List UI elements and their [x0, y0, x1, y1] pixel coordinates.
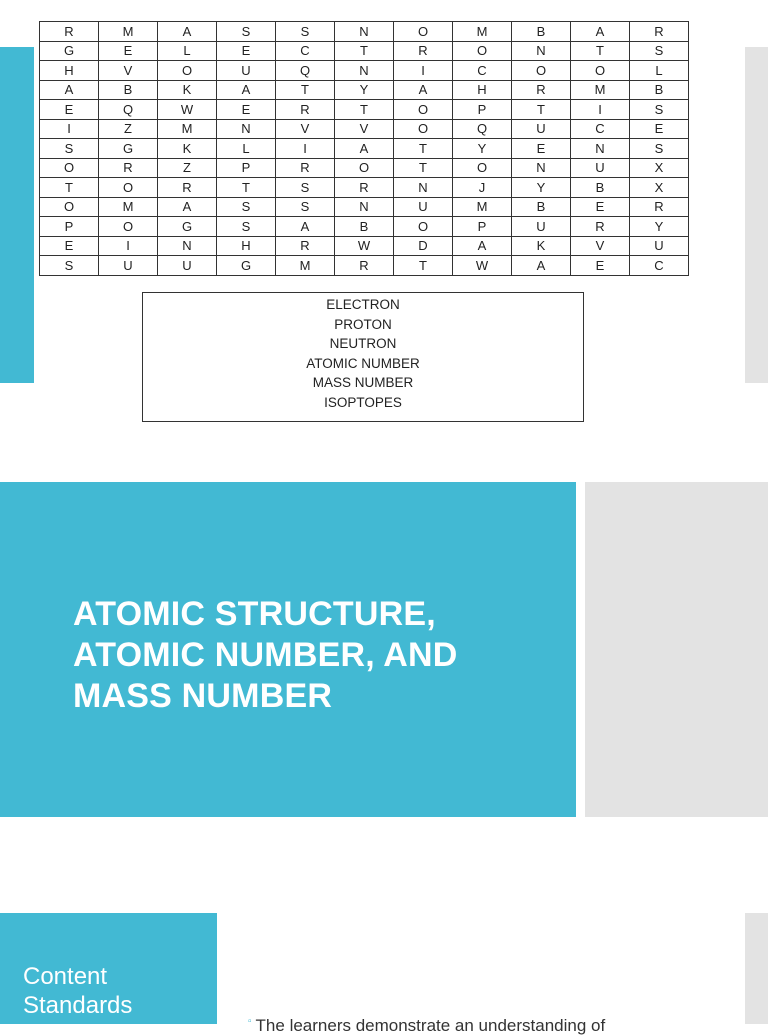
word-item: ELECTRON: [326, 297, 400, 312]
grid-row: [40, 22, 689, 42]
grid-cell: S: [630, 139, 689, 159]
grid-cell: N: [512, 41, 571, 61]
grid-cell: I: [99, 236, 158, 256]
grid-cell: E: [512, 139, 571, 159]
grid-row: [40, 256, 689, 276]
grid-row: [40, 100, 689, 120]
grid-cell: B: [630, 80, 689, 100]
grid-cell: O: [99, 178, 158, 198]
grid-cell: O: [512, 61, 571, 81]
word-item: PROTON: [334, 316, 392, 332]
grid-cell: I: [571, 100, 630, 120]
grid-cell: Z: [158, 158, 217, 178]
grid-cell: E: [571, 197, 630, 217]
grid-cell: S: [276, 197, 335, 217]
grid-row: [40, 139, 689, 159]
grid-cell: N: [217, 119, 276, 139]
grid-cell: G: [99, 139, 158, 159]
grid-cell: E: [40, 236, 99, 256]
grid-cell: A: [158, 22, 217, 42]
grid-cell: T: [335, 100, 394, 120]
bullet-icon: ▫: [248, 1016, 252, 1027]
grid-row: [40, 41, 689, 61]
grid-cell: E: [40, 100, 99, 120]
grid-cell: X: [630, 178, 689, 198]
grid-cell: L: [158, 41, 217, 61]
slide-title: [73, 594, 553, 717]
grid-cell: J: [453, 178, 512, 198]
grid-cell: T: [40, 178, 99, 198]
grid-cell: T: [571, 41, 630, 61]
word-list-box: [142, 292, 584, 422]
grid-cell: Q: [453, 119, 512, 139]
grid-cell: T: [394, 256, 453, 276]
grid-row: [40, 158, 689, 178]
grid-cell: N: [512, 158, 571, 178]
body-text: The learners demonstrate an understanding of: [255, 1016, 606, 1035]
grid-cell: S: [276, 22, 335, 42]
grid-cell: N: [335, 22, 394, 42]
grid-cell: S: [40, 139, 99, 159]
grid-cell: W: [158, 100, 217, 120]
grid-cell: T: [394, 158, 453, 178]
grid-cell: O: [453, 41, 512, 61]
slide1-grey-panel: [745, 47, 768, 383]
grid-cell: Z: [99, 119, 158, 139]
grid-cell: H: [217, 236, 276, 256]
grid-cell: Q: [99, 100, 158, 120]
grid-cell: N: [158, 236, 217, 256]
grid-cell: C: [276, 41, 335, 61]
grid-cell: R: [99, 158, 158, 178]
grid-row: [40, 178, 689, 198]
grid-cell: I: [394, 61, 453, 81]
grid-cell: V: [99, 61, 158, 81]
grid-cell: V: [335, 119, 394, 139]
grid-cell: T: [394, 139, 453, 159]
grid-cell: K: [158, 139, 217, 159]
grid-cell: M: [453, 197, 512, 217]
grid-cell: E: [217, 41, 276, 61]
grid-cell: K: [512, 236, 571, 256]
grid-cell: O: [394, 217, 453, 237]
grid-cell: M: [276, 256, 335, 276]
grid-cell: R: [335, 178, 394, 198]
grid-cell: A: [394, 80, 453, 100]
grid-cell: U: [512, 217, 571, 237]
grid-cell: S: [40, 256, 99, 276]
grid-cell: O: [40, 197, 99, 217]
content-standards-heading: [23, 962, 203, 1020]
grid-cell: Y: [453, 139, 512, 159]
grid-cell: A: [453, 236, 512, 256]
slide-title-line: ATOMIC STRUCTURE,: [73, 595, 436, 633]
word-item: ISOPTOPES: [324, 394, 402, 410]
grid-cell: B: [99, 80, 158, 100]
grid-cell: M: [453, 22, 512, 42]
grid-cell: N: [571, 139, 630, 159]
grid-cell: A: [217, 80, 276, 100]
word-item: ATOMIC NUMBER: [306, 355, 420, 371]
slide-title-line: ATOMIC NUMBER, AND: [73, 636, 458, 674]
grid-cell: S: [217, 217, 276, 237]
grid-row: [40, 217, 689, 237]
content-standards-body: [248, 1016, 688, 1036]
grid-cell: O: [453, 158, 512, 178]
grid-cell: C: [453, 61, 512, 81]
grid-cell: A: [571, 22, 630, 42]
grid-cell: N: [335, 61, 394, 81]
slide-title-line: MASS NUMBER: [73, 677, 333, 715]
grid-cell: T: [276, 80, 335, 100]
grid-cell: R: [276, 100, 335, 120]
grid-cell: R: [394, 41, 453, 61]
grid-cell: M: [99, 22, 158, 42]
grid-cell: R: [40, 22, 99, 42]
grid-cell: G: [217, 256, 276, 276]
grid-cell: T: [217, 178, 276, 198]
word-item: NEUTRON: [329, 336, 397, 351]
grid-cell: K: [158, 80, 217, 100]
grid-cell: S: [630, 41, 689, 61]
grid-cell: L: [630, 61, 689, 81]
grid-cell: R: [630, 22, 689, 42]
grid-cell: U: [99, 256, 158, 276]
word-search-grid: [39, 21, 689, 276]
grid-cell: X: [630, 158, 689, 178]
grid-cell: W: [453, 256, 512, 276]
content-standards-line: Standards: [23, 992, 133, 1019]
grid-cell: A: [335, 139, 394, 159]
grid-cell: M: [99, 197, 158, 217]
slide1-accent-bar: [0, 47, 34, 383]
grid-cell: W: [335, 236, 394, 256]
grid-cell: B: [571, 178, 630, 198]
grid-cell: U: [158, 256, 217, 276]
grid-row: [40, 197, 689, 217]
grid-cell: M: [158, 119, 217, 139]
grid-cell: O: [571, 61, 630, 81]
grid-cell: O: [158, 61, 217, 81]
grid-cell: E: [571, 256, 630, 276]
grid-cell: P: [40, 217, 99, 237]
grid-cell: R: [630, 197, 689, 217]
grid-cell: I: [276, 139, 335, 159]
grid-cell: B: [512, 22, 571, 42]
grid-cell: N: [394, 178, 453, 198]
grid-row: [40, 80, 689, 100]
grid-cell: O: [394, 22, 453, 42]
grid-cell: Y: [335, 80, 394, 100]
grid-cell: P: [217, 158, 276, 178]
grid-cell: E: [217, 100, 276, 120]
grid-cell: A: [158, 197, 217, 217]
grid-cell: U: [394, 197, 453, 217]
grid-cell: S: [630, 100, 689, 120]
grid-cell: O: [40, 158, 99, 178]
grid-cell: N: [335, 197, 394, 217]
grid-cell: A: [40, 80, 99, 100]
grid-cell: E: [630, 119, 689, 139]
grid-cell: V: [571, 236, 630, 256]
grid-cell: H: [40, 61, 99, 81]
grid-cell: R: [512, 80, 571, 100]
grid-cell: P: [453, 100, 512, 120]
word-item: MASS NUMBER: [312, 375, 414, 390]
grid-cell: R: [571, 217, 630, 237]
grid-row: [40, 236, 689, 256]
grid-cell: R: [335, 256, 394, 276]
grid-cell: G: [40, 41, 99, 61]
grid-cell: U: [630, 236, 689, 256]
grid-cell: T: [335, 41, 394, 61]
grid-cell: B: [335, 217, 394, 237]
grid-cell: Q: [276, 61, 335, 81]
grid-cell: L: [217, 139, 276, 159]
grid-cell: O: [99, 217, 158, 237]
grid-cell: O: [335, 158, 394, 178]
grid-cell: A: [276, 217, 335, 237]
grid-cell: A: [512, 256, 571, 276]
grid-cell: U: [571, 158, 630, 178]
grid-cell: O: [394, 119, 453, 139]
grid-cell: R: [158, 178, 217, 198]
grid-cell: I: [40, 119, 99, 139]
grid-cell: M: [571, 80, 630, 100]
grid-cell: G: [158, 217, 217, 237]
grid-cell: C: [630, 256, 689, 276]
title-slide-grey-panel: [585, 482, 768, 817]
grid-cell: S: [217, 22, 276, 42]
grid-cell: O: [394, 100, 453, 120]
grid-cell: H: [453, 80, 512, 100]
grid-cell: T: [512, 100, 571, 120]
grid-cell: B: [512, 197, 571, 217]
grid-cell: R: [276, 236, 335, 256]
grid-cell: Y: [512, 178, 571, 198]
grid-cell: C: [571, 119, 630, 139]
grid-row: [40, 61, 689, 81]
grid-cell: R: [276, 158, 335, 178]
grid-cell: U: [512, 119, 571, 139]
grid-cell: V: [276, 119, 335, 139]
grid-cell: S: [276, 178, 335, 198]
grid-cell: Y: [630, 217, 689, 237]
slide3-grey-panel: [745, 913, 768, 1024]
grid-cell: S: [217, 197, 276, 217]
grid-cell: D: [394, 236, 453, 256]
grid-cell: P: [453, 217, 512, 237]
grid-cell: E: [99, 41, 158, 61]
grid-cell: U: [217, 61, 276, 81]
grid-row: [40, 119, 689, 139]
content-standards-line: Content: [23, 963, 108, 990]
